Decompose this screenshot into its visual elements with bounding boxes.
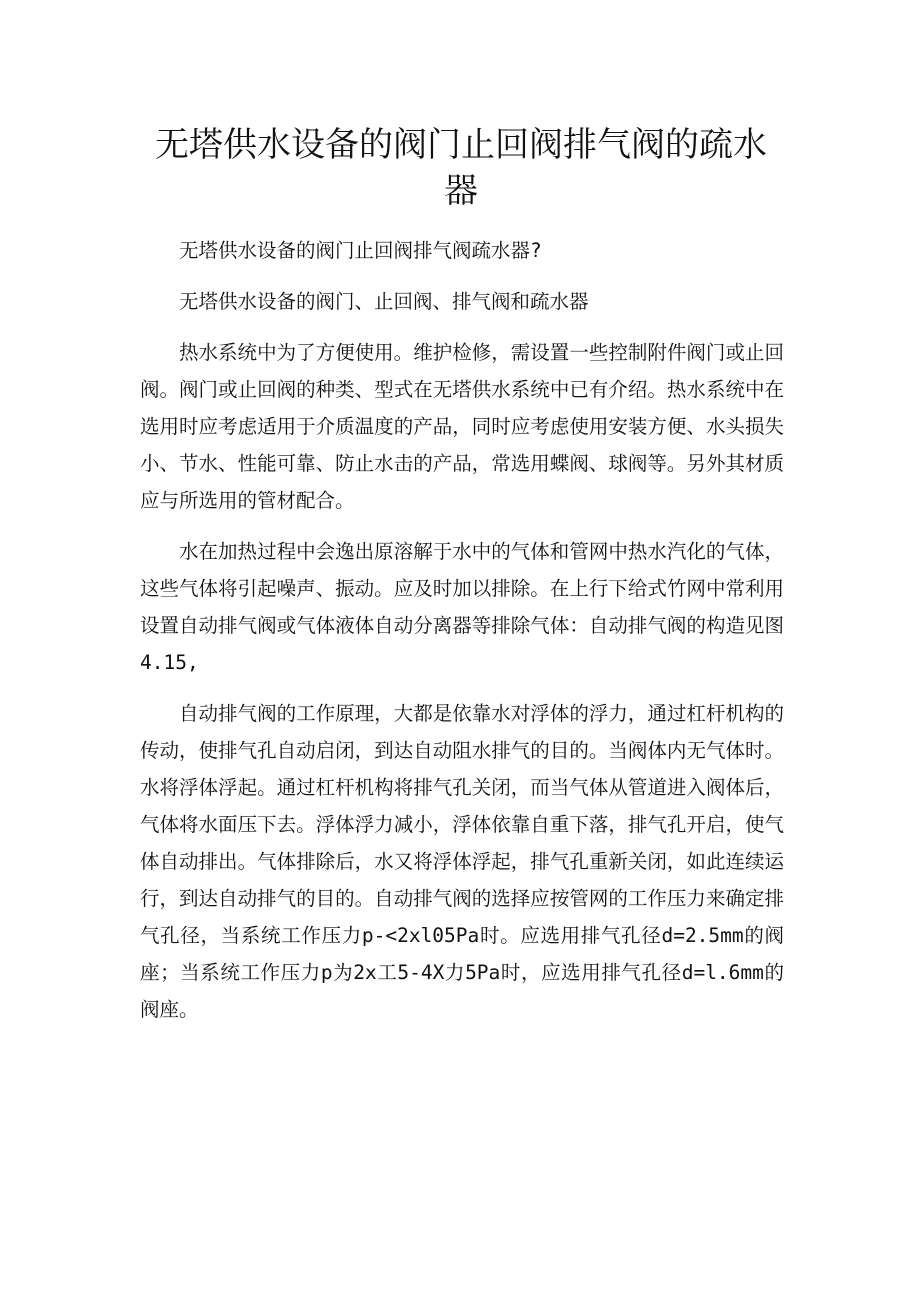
page-title: 无塔供水设备的阀门止回阀排气阀的疏水器 [155,125,767,211]
paragraph-valves: 热水系统中为了方便使用。维护检修，需设置一些控制附件阀门或止回阀。阀门或止回阀的种类、型式在无塔供水系统中已有介绍。热水系统中在选用时应考虑适用于介质温度的产品，同时应考虑使用安装方便、水头损失小、节水、性能可靠、防止水击的产品，常选用蝶阀、球阀等。另外其材质应与所选用的管材配合。 [140,341,784,512]
subheading-line: 无塔供水设备的阀门、止回阀、排气阀和疏水器 [179,290,589,313]
question-line: 无塔供水设备的阀门止回阀排气阀疏水器? [179,239,542,262]
document-body [140,232,784,1028]
paragraph-gas-release: 水在加热过程中会逸出原溶解于水中的气体和管网中热水汽化的气体，这些气体将引起噪声、振动。应及时加以排除。在上行下给式竹网中常利用设置自动排气阀或气体液体自动分离器等排除气体：自动排气阀的构造见图4.15, [140,540,784,674]
paragraph-air-valve-principle: 自动排气阀的工作原理，大都是依靠水对浮体的浮力，通过杠杆机构的传动，使排气孔自动启闭，到达自动阻水排气的目的。当阀体内无气体时。水将浮体浮起。通过杠杆机构将排气孔关闭，而当气体从管道进入阀体后，气体将水面压下去。浮体浮力减小，浮体依靠自重下落，排气孔开启，使气体自动排出。气体排除后，水又将浮体浮起，排气孔重新关闭，如此连续运行，到达自动排气的目的。自动排气阀的选择应按管网的工作压力来确定排气孔径，当系统工作压力p-<2xl05Pa时。应选用排气孔径d=2.5mm的阀座；当系统工作压力p为2x工5-4X力5Pa时，应选用排气孔径d=l.6mm的阀座。 [140,702,784,1021]
